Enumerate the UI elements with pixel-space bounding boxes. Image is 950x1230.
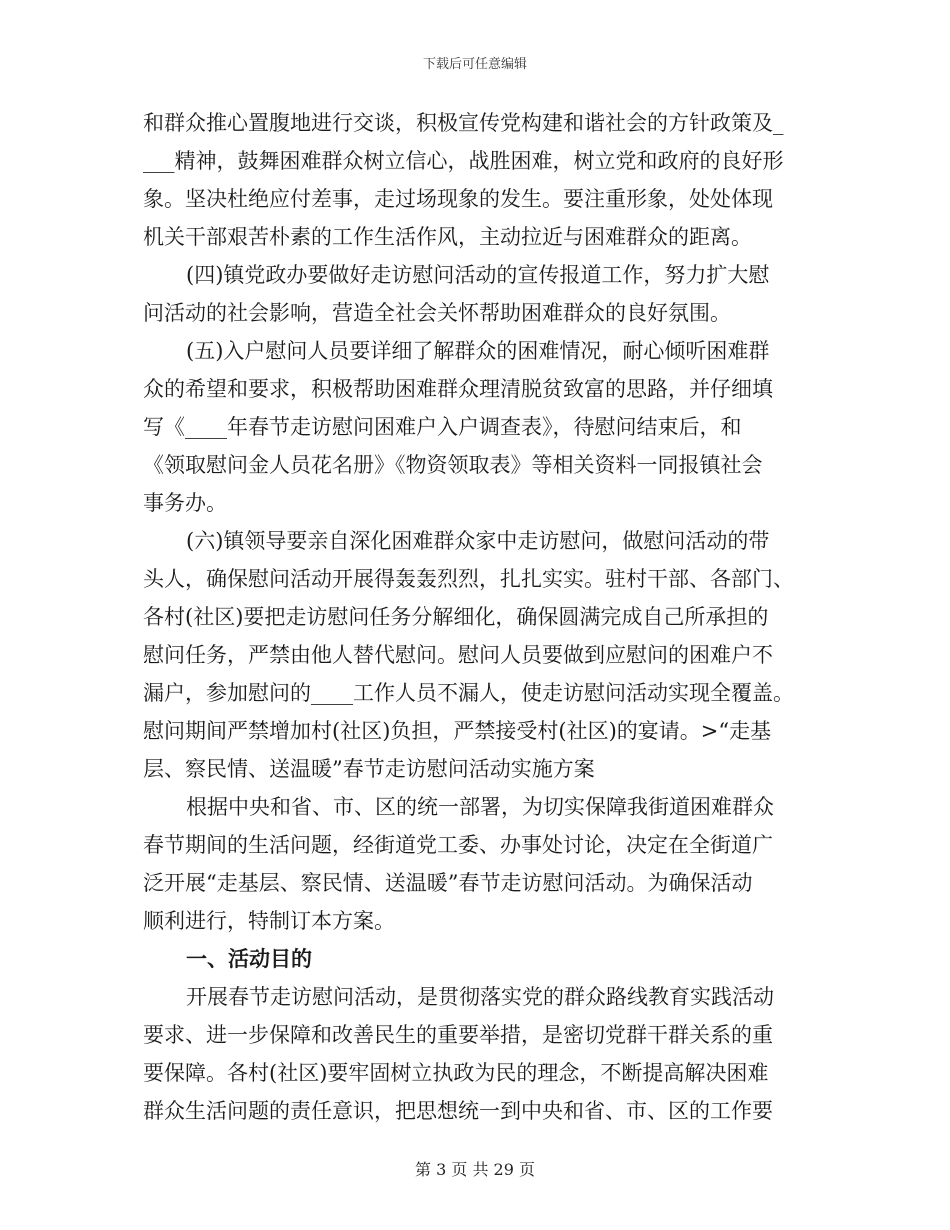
page-header: 下载后可任意编辑 [422, 57, 527, 72]
paragraph-start-line: 根据中央和省、市、区的统一部署，为切实保障我街道困难群众 [186, 795, 774, 819]
text-line: 象。坚决杜绝应付差事，走过场现象的发生。要注重形象，处处体现 [143, 187, 773, 211]
text-line: 《领取慰问金人员花名册》《物资领取表》等相关资料一同报镇社会 [143, 453, 763, 477]
text-line: 机关干部艰苦朴素的工作生活作风，主动拉近与困难群众的距离。 [143, 225, 752, 249]
text-line: 漏户，参加慰问的____工作人员不漏人，使走访慰问活动实现全覆盖。 [143, 681, 794, 705]
paragraph-start-line: (五)入户慰问人员要详细了解群众的困难情况，耐心倾听困难群 [186, 339, 770, 363]
text-line: 群众生活问题的责任意识，把思想统一到中央和省、市、区的工作要 [143, 1099, 773, 1123]
section-heading: 一、活动目的 [186, 946, 312, 971]
text-line: 事务办。 [143, 491, 227, 515]
paragraph-start-line: (四)镇党政办要做好走访慰问活动的宣传报道工作，努力扩大慰 [186, 263, 770, 287]
text-line: 泛开展“走基层、察民情、送温暖”春节走访慰问活动。为确保活动 [143, 871, 753, 895]
text-line: 写《____年春节走访慰问困难户入户调查表》，待慰问结束后，和 [143, 415, 742, 439]
paragraph-start-line: 开展春节走访慰问活动，是贯彻落实党的群众路线教育实践活动 [186, 985, 774, 1009]
text-line: 头人，确保慰问活动开展得轰轰烈烈，扎扎实实。驻村干部、各部门、 [143, 567, 794, 591]
text-line: 各村(社区)要把走访慰问任务分解细化，确保圆满完成自己所承担的 [143, 605, 769, 629]
text-line: 要求、进一步保障和改善民生的重要举措，是密切党群干群关系的重 [143, 1023, 773, 1047]
document-body [143, 104, 803, 1130]
text-line: 众的希望和要求，积极帮助困难群众理清脱贫致富的思路，并仔细填 [143, 377, 773, 401]
text-line: 春节期间的生活问题，经街道党工委、办事处讨论，决定在全街道广 [143, 833, 773, 857]
text-line: 要保障。各村(社区)要牢固树立执政为民的理念，不断提高解决困难 [143, 1061, 769, 1085]
text-line: 顺利进行，特制订本方案。 [143, 909, 395, 933]
text-line: 问活动的社会影响，营造全社会关怀帮助困难群众的良好氛围。 [143, 301, 731, 325]
text-line: 和群众推心置腹地进行交谈，积极宣传党构建和谐社会的方针政策及_ [143, 111, 784, 135]
page-footer: 第 3 页 共 29 页 [415, 1160, 535, 1179]
text-line: ___精神，鼓舞困难群众树立信心，战胜困难，树立党和政府的良好形 [143, 149, 784, 173]
text-line: 慰问任务，严禁由他人替代慰问。慰问人员要做到应慰问的困难户不 [143, 643, 773, 667]
text-line: 层、察民情、送温暖”春节走访慰问活动实施方案 [143, 757, 595, 781]
paragraph-start-line: (六)镇领导要亲自深化困难群众家中走访慰问，做慰问活动的带 [186, 529, 770, 553]
text-line: 慰问期间严禁增加村(社区)负担，严禁接受村(社区)的宴请。>“走基 [143, 719, 772, 743]
